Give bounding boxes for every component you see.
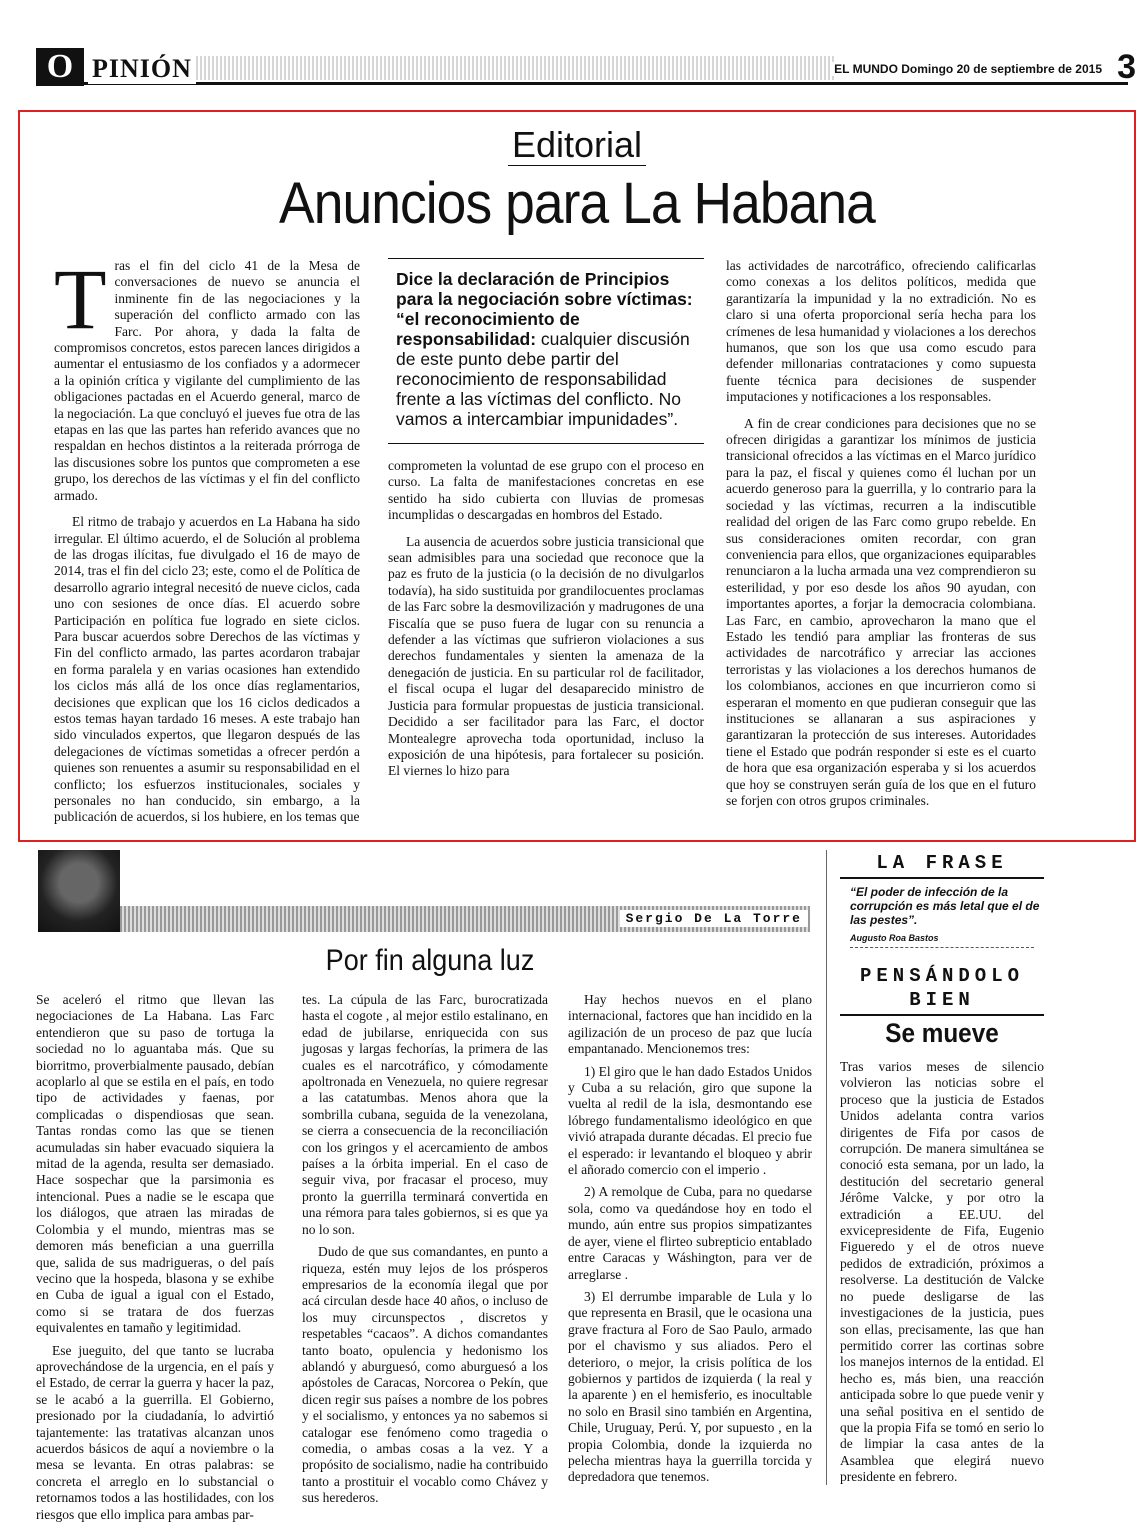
masthead-stripe	[196, 56, 836, 80]
section-letter: O	[36, 48, 84, 86]
masthead-rule	[66, 82, 1128, 85]
pensandolo-heading-1: PENSÁNDOLO	[859, 965, 1025, 987]
frase-heading: LA FRASE	[876, 852, 1008, 874]
opinion-column-1	[36, 992, 274, 1529]
editorial-box	[18, 110, 1136, 842]
opinion-paragraph: Ese jueguito, del que tanto se lucraba aprovechándose de la urgencia, en el país y el Estado, de cerrar la guerra y hacer la paz, se le acabó a la guerrilla. El Gobierno, presionado por la ciudadanía, lo advirtió tajantemente: las tratativas alcanzan unos acuerdos básicos de aquí a noviembre o la mesa se levanta. En otras palabras: se concreta el arreglo en lo substancial o retornamos todos a las hostilidades, con los riesgos que ello implica para ambas par-	[36, 1342, 274, 1522]
pull-quote-bold: Dice la declaración de Principios para la negociación sobre víctimas: “el reconocimiento de responsabilidad:	[396, 269, 693, 349]
opinion-paragraph: tes. La cúpula de las Farc, burocratizada hasta el cogote , al mejor estilo estalinano, en edad de jubilarse, enriquecida con sus jugosas y largas fechorías, la primera de las cuales es el narcotráfico, y cómodamente apoltronada en Venezuela, no quiere regresar a las catatumbas. Menos ahora que la sombrilla cubana, seguida de la venezolana, se cierra a consecuencia de la reconciliación con los gringos y el acercamiento de ambos países a la órbita imperial. En el caso de seguir viva, por fracasar el proceso, muy pronto la guerrilla terminará convertida en una rémora para tales gobiernos, si es que ya no lo son.	[302, 992, 548, 1237]
frase-rule	[840, 877, 1044, 879]
sidebar-divider	[826, 850, 827, 1485]
frase-quote: “El poder de infección de la corrupción es más letal que el de las pestes”.	[850, 885, 1040, 927]
author-photo	[38, 850, 120, 932]
opinion-column-2	[302, 992, 548, 1513]
pull-quote-regular: cualquier discusión de este punto debe partir del reconocimiento de responsabilidad frente a las víctimas del conflicto. No vamos a intercambiar impunidades”.	[396, 329, 690, 429]
opinion-column-3	[568, 992, 812, 1492]
editorial-column-3	[726, 258, 1036, 819]
paper-date: EL MUNDO Domingo 20 de septiembre de 2015	[830, 62, 1106, 76]
frase-bottom-rule	[850, 947, 1034, 948]
opinion-paragraph: 2) A remolque de Cuba, para no quedarse sola, como va quedándose hoy en todo el mundo, aún entre sus propios simpatizantes de ayer, viene el flirteo subrepticio entablado entre Caracas y Wáshington, para ver de arreglarse .	[568, 1184, 812, 1282]
editorial-paragraph: comprometen la voluntad de ese grupo con el proceso en curso. La falta de manifestaciones concretas en ese sentido ha sido cubierta con lluvias de promesas incumplidas o descargadas en hombros del Estado.	[388, 458, 704, 523]
author-name: Sergio De La Torre	[620, 910, 808, 927]
pensandolo-heading-2: BIEN	[909, 989, 975, 1011]
frase-author: Augusto Roa Bastos	[850, 933, 939, 943]
pull-quote	[388, 258, 704, 444]
opinion-paragraph: Dudo de que sus comandantes, en punto a riqueza, estén muy lejos de los prósperos empresarios de la economía ilegal que por acá circulan desde hace 40 años, o incluso de los muy circunspectos , discretos y respetables “cacaos”. A dichos comandantes tanto boato, opulencia y hedonismo los ablandó y aburguesó, como aburguesó a los apóstoles de Caracas, Norcorea o Pekín, que dicen regir sus países a nombre de los pobres y el socialismo, y entonces ya no sabemos si catalogar ese fenómeno como tragedia o comedia, o ambas cosas a la vez. Y a propósito de socialismo, nadie ha contribuido tanto a prostituir el vocablo como Chávez y sus herederos.	[302, 1244, 548, 1506]
editorial-column-2	[388, 258, 704, 790]
masthead	[36, 44, 1136, 94]
editorial-kicker: Editorial	[20, 124, 1134, 166]
editorial-paragraph: La ausencia de acuerdos sobre justicia transicional que sean admisibles para una sociedad que reconoce que la paz es fruto de la justicia (o la decisión de no divulgarlos todavía), ha sido sustituida por grandilocuentes proclamas de las Farc sobre la desmovilización y madrugones de una Fiscalía que se puso fuera de lugar con su renuncia a defender a las víctimas que sufrieron violaciones a sus derechos fundamentales y sienten la amenaza de la denegación de justicia. En su particular rol de facilitador, el fiscal ocupa el lugar del desaparecido ministro de Justicia para formular propuestas de justicia transicional. Decidido a ser facilitador para las Farc, el doctor Montealegre aprovecha toda oportunidad, incluso la exposición de una hipótesis, para fortalecer su posición. El viernes lo hizo para	[388, 533, 704, 779]
drop-cap: T	[54, 251, 107, 347]
opinion-title: Por fin alguna luz	[325, 944, 535, 977]
pensandolo-title: Se mueve	[885, 1018, 999, 1048]
opinion-paragraph: Se aceleró el ritmo que llevan las negociaciones de La Habana. Las Farc entendieron que su paso de tortuga la sociedad no lo aguantaba más. Que su biorritmo, proverbialmente pausado, debían acoplarlo al que se estila en el país, en todo tipo de actividades y faenas, por complicadas o dispendiosas que sean. Tantas rondas como las que se tienen acumuladas sin haber evacuado siquiera la mitad de la agenda, resulta ser demasiado. Hace sospechar que la parsimonia es intencional. Pues a nadie se le escapa que los diálogos, que atraen las miradas de Colombia y el mundo, mientras mas se demoren más benefician a una guerrilla que, salida de sus madrigueras, o del país vecino que la hospeda, blasona y se exhibe en Cuba de igual a igual con el Estado, como si se tratara de dos fuerzas equivalentes en tamaño y legitimidad.	[36, 992, 274, 1336]
opinion-paragraph: Hay hechos nuevos en el plano internacional, factores que han incidido en la agilización de un proceso de paz que lucía empantanado. Mencionemos tres:	[568, 992, 812, 1057]
opinion-paragraph: 3) El derrumbe imparable de Lula y lo que representa en Brasil, que le ocasiona una grave fractura al Foro de Sao Paulo, armado por el chavismo y sus aliados. Pero el deterioro, o mejor, la crisis política de los gobiernos y partidos de izquierda ( la real y la aparente ) en el hemisferio, es inocultable no solo en Brasil sino también en Argentina, Chile, Uruguay, Perú. Y, por supuesto , en la propia Colombia, donde la izquierda no pelecha mientras haya la guerrilla torcida y depredadora que tenemos.	[568, 1288, 812, 1485]
editorial-paragraph: las actividades de narcotráfico, ofreciendo calificarlas como conexas a los delitos políticos, medida que garantizaría la impunidad y la no extradición. No es claro si una oferta proporcional sería hecha para los crímenes de lesa humanidad y violaciones a los derechos humanos, que son los que usa como escudo para defender millonarias contrataciones y como supuesta fuente técnica para decisiones de suspender imputaciones y notificaciones a los responsables.	[726, 258, 1036, 405]
opinion-paragraph: 1) El giro que le han dado Estados Unidos y Cuba a su relación, giro que supone la vuelta al redil de la isla, desmontando ese lóbrego fundamentalismo ideológico en que vivió atrapada durante décadas. El precio fue el esperado: ir levantando el bloqueo y abrir el añorado comercio con el imperio .	[568, 1063, 812, 1178]
pensandolo-rule	[840, 1014, 1044, 1016]
pensandolo-text: Tras varios meses de silencio volvieron las noticias sobre el proceso que la justicia de Estados Unidos adelanta contra varios dirigentes de Fifa por casos de corrupción. De manera simultánea se conoció esta semana, por un lado, la destitución del secretario general Jérôme Valcke, y por otro la extradición a EE.UU. del exvicepresidente de Fifa, Eugenio Figueredo y el de otros nueve pedidos de extradición, próximos a resolverse. La destitución de Valcke no puede desligarse de las investigaciones de la justicia, pues son ellas, precisamente, las que han permitido correr las cortinas sobre los manejos internos de la entidad. El hecho es, más bien, una reacción anticipada sobre lo que puede venir y una señal positiva en el sentido de que la propia Fifa se tomó en serio lo de limpiar la casa antes de la Asamblea que elegirá nuevo presidente en febrero.	[840, 1059, 1044, 1485]
editorial-paragraph: El ritmo de trabajo y acuerdos en La Habana ha sido irregular. El último acuerdo, el de Solución al problema de las drogas ilícitas, fue divulgado el 16 de mayo de 2014, tras el fin del ciclo 23; este, como el de Política de desarrollo agrario integral necesitó de nueve ciclos, cada uno con sesiones de once días. El acuerdo sobre Participación en política fue logrado en siete ciclos. Para buscar acuerdos sobre Derechos de las víctimas y Fin del conflicto armado, las partes acordaron trabajar en forma paralela y en varias ocasiones han extendido los ciclos más allá de los once días reglamentarios, decisiones que explican que los 16 ciclos dedicados a estos temas hayan tardado 16 meses. A este trabajo han sido vinculados expertos, que llegaron después de las delegaciones de víctimas sometidas a ofrecer perdón a quienes son renuentes a asumir su responsabilidad en el conflicto; los esfuerzos institucionales, sociales y personales no han conducido, sin embargo, a la publicación de acuerdos, si los hubiere, en los temas que	[54, 514, 360, 825]
editorial-headline: Anuncios para La Habana	[279, 171, 875, 236]
columnist-band	[38, 850, 812, 934]
sidebar	[840, 852, 1044, 1486]
editorial-paragraph: T ras el fin del ciclo 41 de la Mesa de conversaciones de nuevo se anuncia el inminente fin de las negociaciones y la superación del conflicto armado con las Farc. Por ahora, y dada la falta de compromisos concretos, estos parecen lances dirigidos a aumentar el entusiasmo de los confiados y a adormecer a la opinión crítica y vigilante del cumplimiento de las obligaciones pactadas en el Acuerdo general, marco de la negociación. La que concluyó el jueves fue otra de las etapas en las que las partes han referido avances que no respaldan en hechos distintos a la reiterada prórroga de las discusiones sobre los puntos que comprometen a ese grupo, los derechos de las víctimas y el fin del conflicto armado.	[54, 251, 360, 503]
section-title: PINIÓN	[88, 54, 196, 84]
editorial-paragraph: A fin de crear condiciones para decisiones que no se ofrecen dirigidas a garantizar los mínimos de justicia transicional ofrecidos a las víctimas en el Marco jurídico para la paz, el fiscal y quienes como él luchan por un acuerdo generoso para la guerrilla, y lo contrario para la sociedad y las víctimas, recurren a la indiscutible realidad del origen de las Farc como grupo rebelde. En sus consideraciones omiten recordar, con gran conveniencia para ellos, que organizaciones equiparables renunciaron a la lucha armada una vez comprendieron su esterilidad, y por eso desde los años 90 ayudan, con importantes aportes, a forjar la democracia colombiana. Las Farc, en cambio, aprovecharon la mano que el Estado les tendió para ampliar las fronteras de sus actividades de narcotráfico y arreciar las acciones terroristas y las violaciones a los derechos humanos de los colombianos, acciones en que incurrieron como si esperaran el momento en que pudieran conseguir que las instituciones se allanaran a sus aspiraciones y garantizaran la protección de sus intereses. Autoridades tiene el Estado que podrán responder si este es el cuarto de hora que esa organización esperaba y si los acuerdos que hoy se construyen serán guía de los que en el futuro se forjen con otros grupos criminales.	[726, 415, 1036, 808]
editorial-column-1	[54, 251, 360, 836]
page-number: 3	[1117, 48, 1136, 86]
